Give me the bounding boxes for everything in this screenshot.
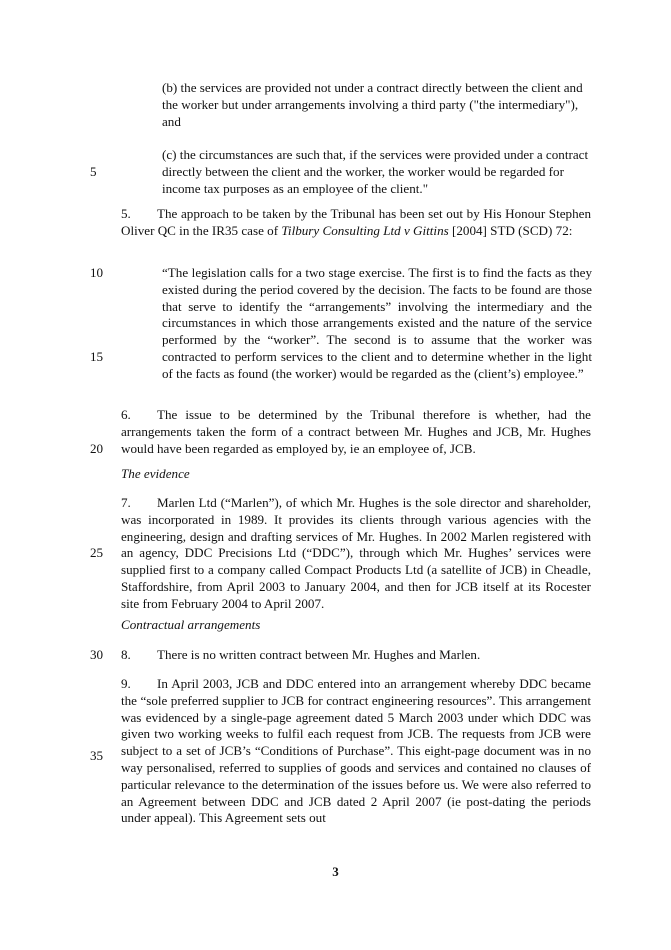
line-number: 10 [90,265,104,280]
line-number: 20 [90,441,104,456]
line-number: 5 [90,164,97,179]
paragraph-text: The approach to be taken by the Tribunal has been set out by His Honour Stephen Oliver QC in the IR35 case of [121,206,591,238]
line-number: 35 [90,748,104,763]
paragraph-text: In April 2003, JCB and DDC entered into an arrangement whereby DDC became the “sole preferred supplier to JCB for contract engineering resources”. This arrangement was evidenced by a single-page agreement dated 5 March 2003 under which DDC was given two working weeks to fulfil each request from JCB. The requests from JCB were subject to a set of JCB’s “Conditions of Purchase”. This eight-page document was in no way personalised, referred to supplies of goods and services and contained no clauses of particular relevance to the determination of the issues before us. We were also referred to an Agreement between DDC and JCB dated 2 April 2007 (ie post-dating the periods under appeal). This Agreement sets out [121,676,591,826]
paragraph-number: 8. [121,647,131,662]
paragraph-7 [121,495,591,613]
paragraph-5 [121,206,591,240]
paragraph-number: 5. [121,206,131,221]
paragraph-8 [121,647,591,664]
section-heading-contractual: Contractual arrangements [121,617,261,632]
line-number: 30 [90,647,104,662]
paragraph-text: There is no written contract between Mr. Hughes and Marlen. [157,647,481,662]
block-quotation: “The legislation calls for a two stage exercise. The first is to find the facts as they existed during the period covered by the decision. The facts to be found are those that serve to identify the “arrangements” involving the intermediary and the circumstances in which those arrangements existed and the nature of the service performed by the “worker”. The second is to assume that the worker was contracted to perform services to the client and to determine whether in the light of the facts as found (the worker) would be regarded as the (client’s) employee.” [162,265,592,381]
paragraph-number: 9. [121,676,131,691]
paragraph-number: 7. [121,495,131,510]
paragraph-9 [121,676,591,827]
paragraph-text: The issue to be determined by the Tribunal therefore is whether, had the arrangements taken the form of a contract between Mr. Hughes and JCB, Mr. Hughes would have been regarded as employed by, ie an employee of, JCB. [121,407,591,456]
line-number: 25 [90,545,104,560]
page-number: 3 [332,864,339,879]
paragraph-number: 6. [121,407,131,422]
quoted-subparagraph-c: (c) the circumstances are such that, if the services were provided under a contract directly between the client and the worker, the worker would be regarded for income tax purposes as an employee of the client." [162,147,589,196]
paragraph-text: [2004] STD (SCD) 72: [448,222,573,238]
quoted-subparagraph-b: (b) the services are provided not under a contract directly between the client and the worker but under arrangements involving a third party ("the intermediary"), and [162,80,583,129]
section-heading-evidence: The evidence [121,466,190,481]
case-name: Tilbury Consulting Ltd v Gittins [281,222,449,238]
paragraph-6 [121,407,591,457]
paragraph-text: Marlen Ltd (“Marlen”), of which Mr. Hughes is the sole director and shareholder, was incorporated in 1989. It provides its clients through various agencies with the engineering, design and drafting services of Mr. Hughes. In 2002 Marlen registered with an agency, DDC Precisions Ltd (“DDC”), through which Mr. Hughes’ services were supplied first to a company called Compact Products Ltd (a satellite of JCB) in Cheadle, Staffordshire, from April 2003 to January 2004, and then for JCB itself at its Rocester site from February 2004 to April 2007. [121,495,591,611]
line-number: 15 [90,349,104,364]
